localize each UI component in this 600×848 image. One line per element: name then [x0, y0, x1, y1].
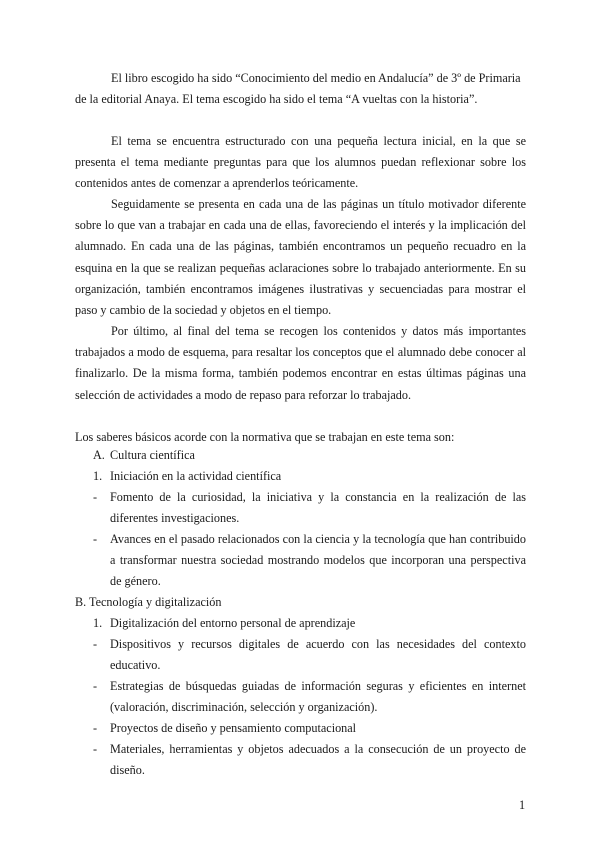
structure-paragraph: El tema se encuentra estructurado con una pequeña lectura inicial, en la que se presenta el tema mediante preguntas para que los alumnos puedan reflexionar sobre los contenidos antes de comenzar a aprenderlos teóricamente.: [75, 134, 526, 191]
section-a-sub-title: Iniciación en la actividad científica: [110, 469, 282, 483]
list-item-text: Fomento de la curiosidad, la iniciativa y la constancia en la realización de las diferentes investigaciones.: [110, 490, 526, 526]
page-number: 1: [519, 798, 526, 812]
list-item: [93, 676, 526, 718]
section-b-heading: B. Tecnología y digitalización: [75, 595, 222, 609]
section-a-marker: A.: [93, 448, 105, 462]
bullet-dash: -: [93, 637, 98, 651]
list-item: [93, 487, 526, 529]
summary-paragraph: Por último, al final del tema se recogen los contenidos y datos más importantes trabajados a modo de esquema, para resaltar los conceptos que el alumnado debe conocer al finalizarlo. De la misma forma, también podemos encontrar en estas últimas páginas una selección de actividades a modo de repaso para reforzar lo trabajado.: [75, 324, 526, 402]
list-item: [93, 739, 526, 781]
pages-paragraph: Seguidamente se presenta en cada una de las páginas un título motivador diferente sobre lo que van a trabajar en cada una de ellas, favoreciendo el interés y la implicación del alumnado. En cada una de las páginas, también encontramos un pequeño recuadro en la esquina en la que se realizan pequeñas aclaraciones sobre lo trabajado anteriormente. En su organización, también encontramos imágenes ilustrativas y secuenciadas para mostrar el paso y cambio de la sociedad y objetos en el tiempo.: [75, 197, 526, 318]
list-item: [93, 529, 526, 593]
list-item: [93, 634, 526, 676]
list-item-text: Dispositivos y recursos digitales de acuerdo con las necesidades del contexto educativo.: [110, 637, 526, 673]
section-a-heading: [93, 445, 513, 466]
section-b-sub-marker: 1.: [93, 616, 103, 630]
intro-paragraph: El libro escogido ha sido “Conocimiento del medio en Andalucía” de 3º de Primaria de la editorial Anaya. El tema escogido ha sido el tema “A vueltas con la historia”.: [75, 71, 521, 107]
list-item-text: Materiales, herramientas y objetos adecuados a la consecución de un proyecto de diseño.: [110, 742, 526, 778]
bullet-dash: -: [93, 679, 98, 693]
section-b-sub-title: Digitalización del entorno personal de aprendizaje: [110, 616, 356, 630]
saberes-intro: Los saberes básicos acorde con la normativa que se trabajan en este tema son:: [75, 430, 455, 444]
list-item: [93, 718, 526, 739]
list-item-text: Proyectos de diseño y pensamiento computacional: [110, 721, 357, 735]
bullet-dash: -: [93, 721, 98, 735]
bullet-dash: -: [93, 742, 98, 756]
list-item-text: Estrategias de búsquedas guiadas de información seguras y eficientes en internet (valoración, discriminación, selección y organización).: [110, 679, 526, 715]
section-a-sub-marker: 1.: [93, 469, 103, 483]
bullet-dash: -: [93, 532, 98, 546]
section-a-subheading: [93, 466, 513, 487]
bullet-dash: -: [93, 490, 98, 504]
section-a-title: Cultura científica: [110, 448, 195, 462]
section-b-subheading: [93, 613, 513, 634]
list-item-text: Avances en el pasado relacionados con la ciencia y la tecnología que han contribuido a transformar nuestra sociedad mostrando modelos que incorporan una perspectiva de género.: [110, 532, 526, 589]
